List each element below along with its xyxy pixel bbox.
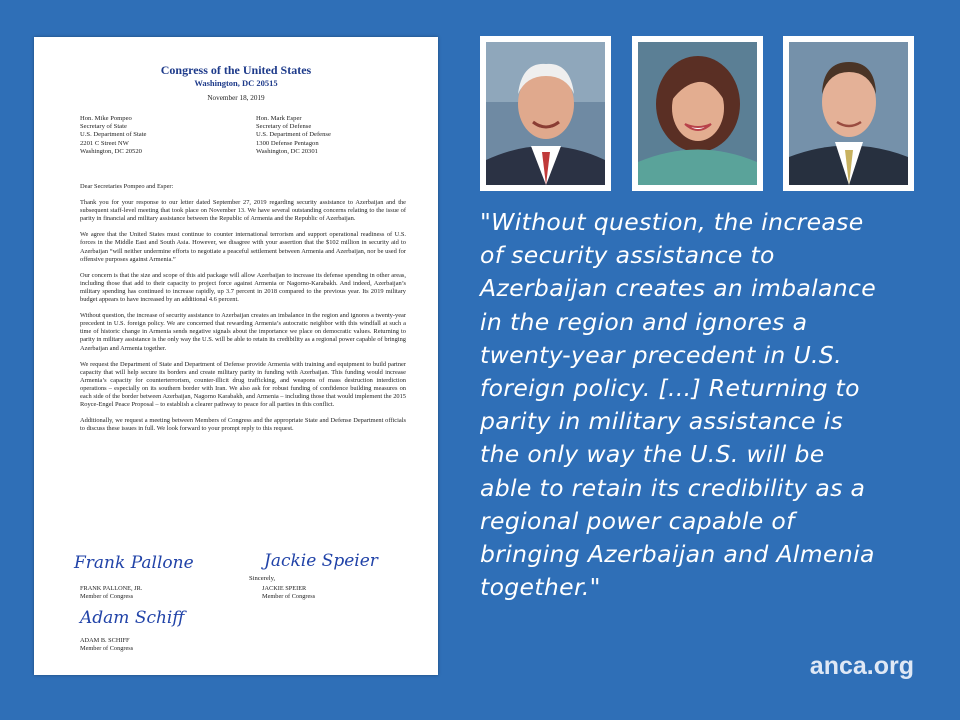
signer-block xyxy=(80,585,142,601)
closing: Sincerely, xyxy=(249,575,276,582)
signature-pallone-image: Frank Pallone xyxy=(74,553,194,573)
signer-name: FRANK PALLONE, JR. xyxy=(80,585,143,592)
pull-quote: "Without question, the increase of security assistance to Azerbaijan creates an imbalance in the region and ignores a twenty-year precedent in U.S. foreign policy. [...] Returning to parity in military assistance is the only way the U.S. will be able to retain its credibility as a regional power capable of bringing Azerbaijan and Almenia together." xyxy=(480,208,877,602)
addressee-line: Washington, DC 20301 xyxy=(256,147,318,155)
addressee-line: 2201 C Street NW xyxy=(80,139,129,147)
letterhead xyxy=(34,63,438,89)
congress-letter xyxy=(34,37,438,675)
addressee-line: 1300 Defense Pentagon xyxy=(256,139,319,147)
portrait-1-image xyxy=(486,42,605,185)
letter-paragraph: We agree that the United States must continue to counter international terrorism and support operational readiness of U.S. forces in the Middle East and South Asia. However, we disagree with your assertion that the $102 million in security aid to Azerbaijan “will neither undermine efforts to negotiate a peaceful settlement between Armenia and Azerbaijan, nor be used for offensive purposes against Armenia.” xyxy=(80,231,406,263)
letter-paragraph: We request the Department of State and Department of Defense provide Armenia with training and equipment to build partner capacity that will help secure its borders and create military parity in funding with Azerbaijan. This funding would increase Armenia’s capacity for counterterrorism, counter-illicit drug trafficking, and weapons of mass destruction interdiction operations – especially on its southern border with Iran. We also ask for robust funding of confidence building measures on each side of the border between Azerbaijan, Nagorno Karabakh, and Armenia – including those that would implement the 2015 Royce-Engel Peace Proposal – to establish a clearer pathway to peace for all parties in this conflict. xyxy=(80,360,406,409)
signature-speier-image: Jackie Speier xyxy=(264,551,378,571)
addressee-line: Washington, DC 20520 xyxy=(80,147,142,155)
portrait-1 xyxy=(480,36,611,191)
signer-name: JACKIE SPEIER xyxy=(262,585,307,592)
portrait-3-image xyxy=(789,42,908,185)
addressee-left xyxy=(80,115,240,156)
addressee-line: Secretary of State xyxy=(80,123,127,131)
signer-title: Member of Congress xyxy=(80,644,134,652)
letterhead-title: Congress of the United States xyxy=(160,63,312,77)
addressee-line: Secretary of Defense xyxy=(256,123,312,131)
addressee-right xyxy=(256,115,416,156)
letter-paragraph: Our concern is that the size and scope of this aid package will allow Azerbaijan to increase its defense spending in other areas, including those that add to their capacity to project force against Armenia or Nagorno-Karabakh. And indeed, Azerbaijan’s military spending has continued to increase rapidly, up 3.7 percent in 2018 compared to the previous year. Its 2019 military budget appears to have increased by an additional 4.6 percent. xyxy=(80,271,406,304)
salutation: Dear Secretaries Pompeo and Esper: xyxy=(80,183,174,190)
brand-url: anca.org xyxy=(809,652,914,680)
letter-body xyxy=(80,183,406,441)
signer-title: Member of Congress xyxy=(262,592,316,600)
addressee-line: U.S. Department of State xyxy=(80,131,147,139)
signer-name: ADAM B. SCHIFF xyxy=(80,637,130,644)
letter-paragraph: Without question, the increase of security assistance to Azerbaijan creates an imbalance in the region and ignores a twenty-year precedent in U.S. foreign policy. We are concerned that rewarding Armenia’s autocratic neighbor with this windfall at such a time of historic change in Armenia sends negative signals about the importance we place on democratic values. Returning to parity in military assistance is the only way the U.S. will be able to retain its credibility as a regional power capable of bringing Azerbaijan and Armenia together. xyxy=(80,312,406,352)
letter-date: November 18, 2019 xyxy=(207,94,265,102)
addressee-line: U.S. Department of Defense xyxy=(256,131,331,139)
portrait-3 xyxy=(783,36,914,191)
letterhead-city: Washington, DC 20515 xyxy=(194,78,278,88)
signer-title: Member of Congress xyxy=(80,592,134,600)
letter-paragraph: Thank you for your response to our letter dated September 27, 2019 regarding security assistance to Azerbaijan and the subsequent staff-level meeting that took place on November 13. We have several outstanding concerns relating to the issue of parity in financial and military assistance between the Republic of Armenia and the Republic of Azerbaijan. xyxy=(80,199,406,223)
portrait-2-image xyxy=(638,42,757,185)
signature-schiff-image: Adam Schiff xyxy=(80,608,185,628)
addressee-line: Hon. Mike Pompeo xyxy=(80,115,132,122)
signer-block xyxy=(80,637,133,653)
letter-paragraph: Additionally, we request a meeting between Members of Congress and the appropriate State and Defense Department officials to discuss these issues in full. We look forward to your prompt reply to this request. xyxy=(80,417,406,433)
portrait-2 xyxy=(632,36,763,191)
signer-block xyxy=(262,585,315,601)
addressee-line: Hon. Mark Esper xyxy=(256,115,302,122)
